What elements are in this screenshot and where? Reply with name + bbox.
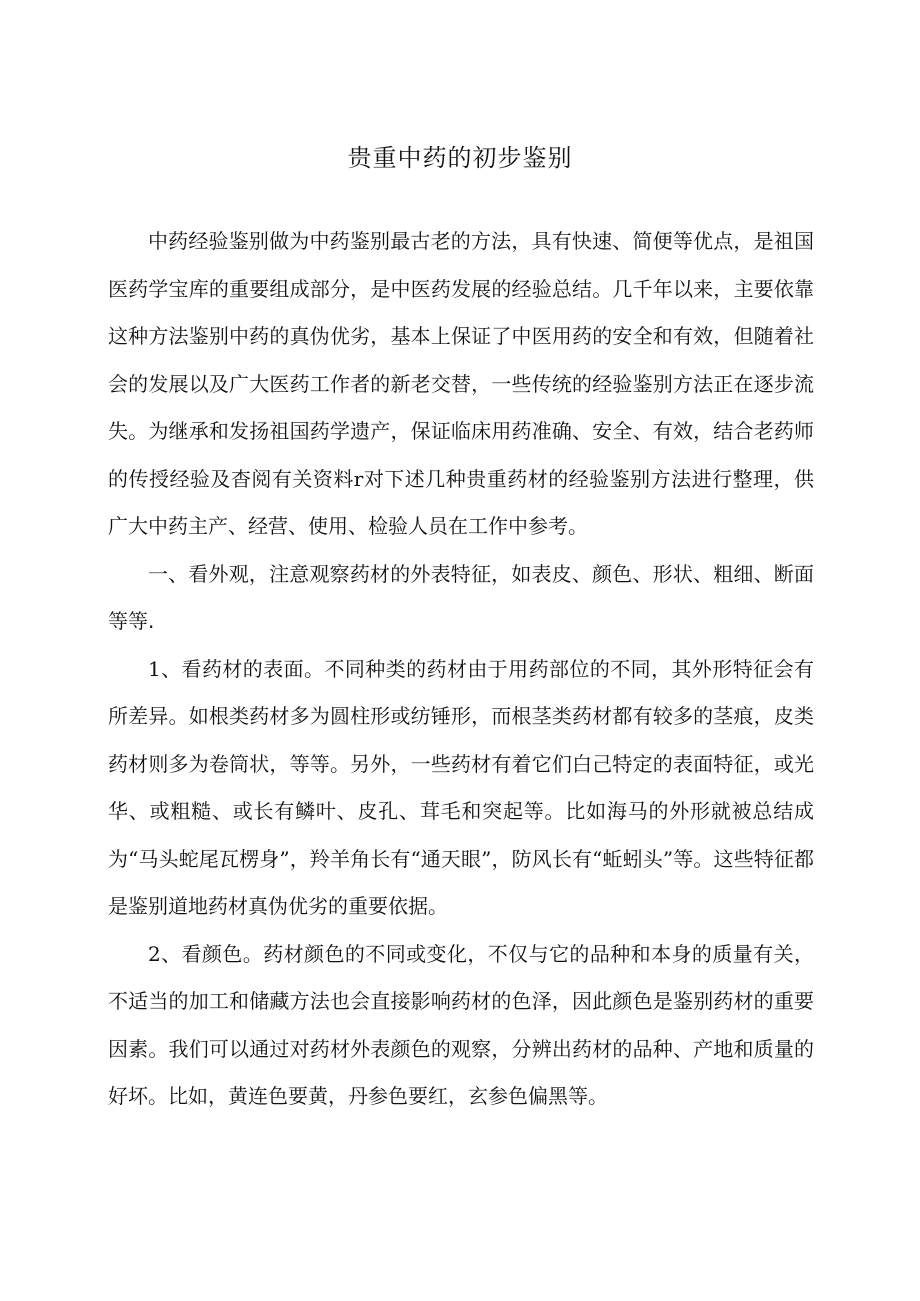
page-title: 贵重中药的初步鉴别 xyxy=(347,144,573,172)
paragraph-surface: 1、看药材的表面。不同种类的药材由于用药部位的不同，其外形特征会有所差异。如根类药材多为圆柱形或纺锤形，而根茎类药材都有较多的茎痕，皮类药材则多为卷筒状，等等。另外，一些药材有着它们白己特定的表面特征，或光华、或粗糙、或长有鳞叶、皮孔、茸毛和突起等。比如海马的外形就被总结成为“马头蛇尾瓦楞身”，羚羊角长有“通天眼”，防风长有“蚯蚓头”等。这些特征都是鉴别道地药材真伪优劣的重要依据。 xyxy=(108,656,814,918)
document-body xyxy=(108,218,814,1121)
section-heading-appearance: 一、看外观，注意观察药材的外表特征，如表皮、颜色、形状、粗细、断面等等. xyxy=(108,561,814,633)
paragraph-intro: 中药经验鉴别做为中药鉴别最古老的方法，具有快速、简便等优点，是祖国医药学宝库的重要组成部分，是中医药发展的经验总结。几千年以来，主要依靠这种方法鉴别中药的真伪优劣，基本上保证了中医用药的安全和有效，但随着社会的发展以及广大医药工作者的新老交替，一些传统的经验鉴别方法正在逐步流失。为继承和发扬祖国药学遗产，保证临床用药准确、安全、有效，结合老药师的传授经验及杳阅有关资料r对下述几种贵重药材的经验鉴别方法进行整理，供广大中药主产、经营、使用、检验人员在工作中参考。 xyxy=(108,229,814,538)
paragraph-color: 2、看颜色。药材颜色的不同或变化，不仅与它的品种和本身的质量有关，不适当的加工和储藏方法也会直接影响药材的色泽，因此颜色是鉴别药材的重要因素。我们可以通过对药材外表颜色的观察，分辨出药材的品种、产地和质量的好坏。比如，黄连色要黄，丹参色要红，玄参色偏黑等。 xyxy=(108,941,814,1108)
